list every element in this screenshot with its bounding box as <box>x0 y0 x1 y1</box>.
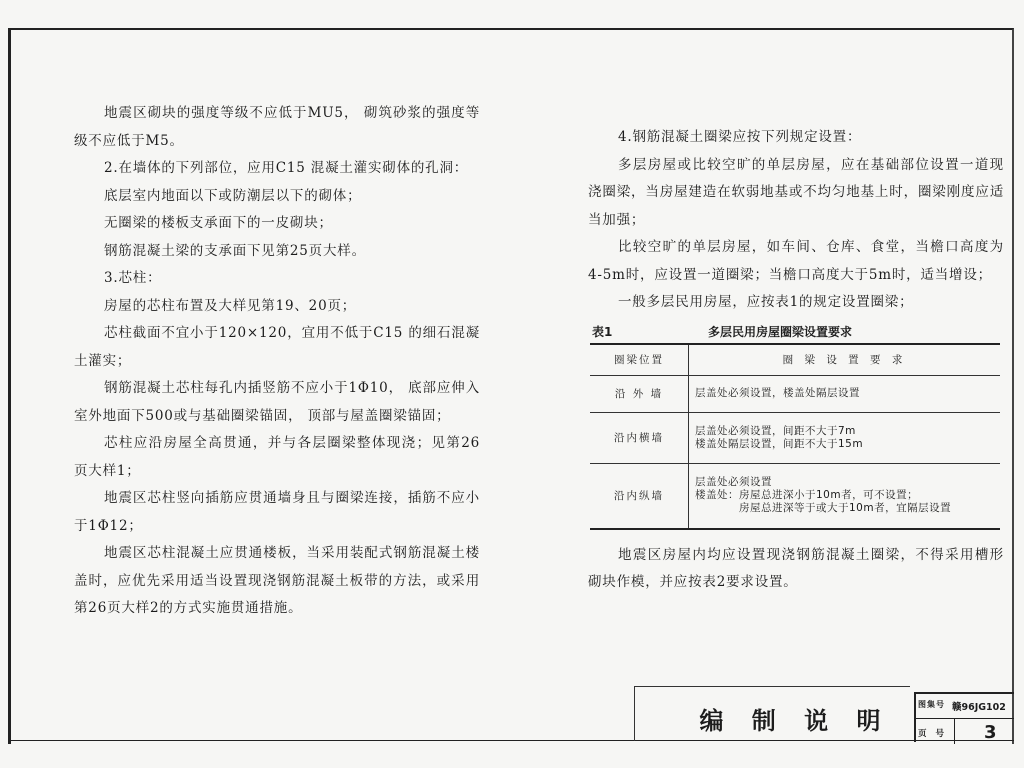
requirement-line: 楼盖处：房屋总进深小于10m者，可不设置； <box>695 489 919 501</box>
atlas-row <box>916 694 1014 719</box>
paragraph: 底层室内地面以下或防潮层以下的砌体； <box>104 187 362 204</box>
paragraph: 2.在墙体的下列部位，应用C15 混凝土灌实砌体的孔洞： <box>104 160 469 176</box>
paragraph: 多层房屋或比较空旷的单层房屋，应在基础部位设置一道现浇圈梁，当房屋建造在软弱地基或不均匀地基上时，圈梁刚度应适当加强； <box>588 156 1004 228</box>
cell-requirements <box>689 463 1001 529</box>
paragraph: 4.钢筋混凝土圈梁应按下列规定设置： <box>618 129 862 145</box>
paragraph: 3.芯柱： <box>104 270 162 286</box>
left-column <box>74 100 480 623</box>
page-divider <box>954 718 955 744</box>
paragraph: 比较空旷的单层房屋，如车间、仓库、食堂，当檐口高度为4-5m时，应设置一道圈梁；当檐口高度大于5m时，适当增设； <box>588 239 1004 283</box>
paragraph: 钢筋混凝土芯柱每孔内插竖筋不应小于1Φ10， 底部应伸入室外地面下500或与基础圈梁锚固， 顶部与屋盖圈梁锚固； <box>74 380 480 424</box>
table-number: 表1 <box>592 324 613 339</box>
paragraph: 一般多层民用房屋，应按表1的规定设置圈梁； <box>618 294 914 310</box>
cell-requirements <box>689 375 1001 412</box>
paragraph: 钢筋混凝土梁的支承面下见第25页大样。 <box>104 242 366 259</box>
paragraph: 地震区芯柱竖向插筋应贯通墙身且与圈梁连接，插筋不应小于1Φ12； <box>74 490 480 534</box>
paragraph: 房屋的芯柱布置及大样见第19、20页； <box>104 297 357 314</box>
title-block-main <box>634 686 910 741</box>
page-number: 3 <box>984 722 997 743</box>
table-row <box>590 412 1000 463</box>
table-caption <box>588 317 1004 343</box>
requirement-line: 层盖处必须设置，间距不大于7m <box>695 424 856 437</box>
cell-position: 沿内纵墙 <box>590 463 689 529</box>
title-block-info <box>914 692 1014 742</box>
table-header-position: 圈梁位置 <box>590 344 689 376</box>
right-column <box>588 124 1004 597</box>
paragraph: 地震区砌块的强度等级不应低于MU5， 砌筑砂浆的强度等级不应低于M5。 <box>74 105 480 149</box>
requirement-line: 房屋总进深等于或大于10m者，宜隔层设置 <box>695 502 952 514</box>
drawing-title: 编 制 说 明 <box>699 706 891 735</box>
paragraph: 地震区房屋内均应设置现浇钢筋混凝土圈梁，不得采用槽形砌块作模，并应按表2要求设置。 <box>588 546 1004 590</box>
table-header-row <box>590 344 1000 376</box>
table-row <box>590 375 1000 412</box>
paragraph: 芯柱应沿房屋全高贯通，并与各层圈梁整体现浇；见第26页大样1； <box>74 435 480 479</box>
page-label: 页 号 <box>918 729 947 739</box>
cell-position: 沿内横墙 <box>590 412 689 463</box>
table-title: 多层民用房屋圈梁设置要求 <box>708 324 853 339</box>
atlas-label: 图集号 <box>918 700 945 709</box>
cell-requirements <box>689 412 1001 463</box>
paragraph: 地震区芯柱混凝土应贯通楼板，当采用装配式钢筋混凝土楼盖时，应优先采用适当设置现浇钢筋混凝土板带的方法，或采用第26页大样2的方式实施贯通措施。 <box>74 545 480 616</box>
table-row <box>590 463 1000 529</box>
cell-position: 沿 外 墙 <box>590 375 689 412</box>
requirements-table <box>590 343 1000 530</box>
right-column-closing <box>588 542 1004 597</box>
paragraph: 芯柱截面不宜小于120×120，宜用不低于C15 的细石混凝土灌实； <box>74 325 480 369</box>
title-block <box>634 686 1014 741</box>
requirement-line: 层盖处必须设置，楼盖处隔层设置 <box>695 387 860 399</box>
right-column-paragraphs <box>588 124 1004 317</box>
paragraph: 无圈梁的楼板支承面下的一皮砌块； <box>104 215 333 231</box>
requirement-line: 楼盖处隔层设置，间距不大于15m <box>695 437 864 450</box>
table-header-requirements: 圈 梁 设 置 要 求 <box>689 344 1001 376</box>
atlas-number: 赣96JG102 <box>952 702 1006 713</box>
requirement-line: 层盖处必须设置 <box>695 476 772 488</box>
